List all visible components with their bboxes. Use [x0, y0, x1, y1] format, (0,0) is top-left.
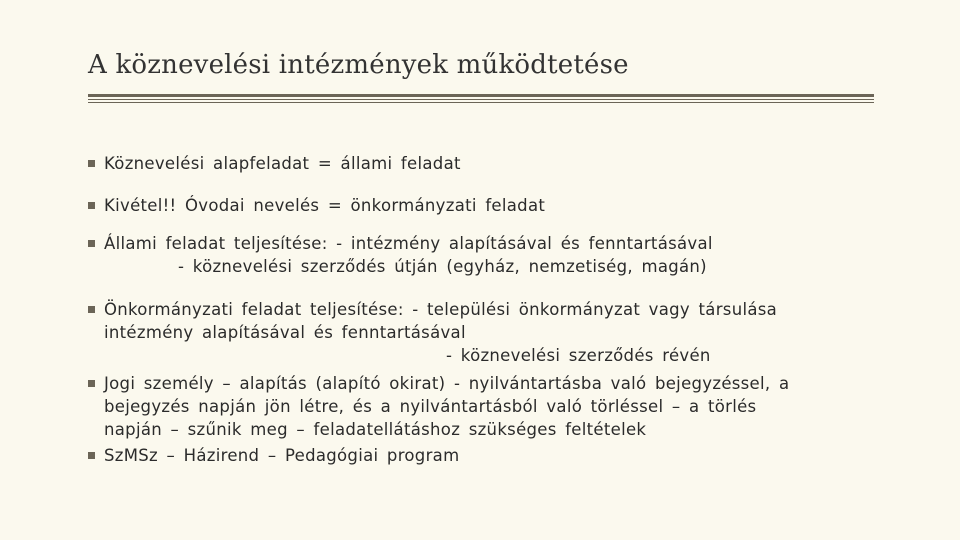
- bullet-line: Önkormányzati feladat teljesítése: - települési önkormányzat vagy társulása: [104, 300, 778, 319]
- bullet-line: Állami feladat teljesítése: - intézmény alapításával és fenntartásával: [104, 234, 713, 253]
- title-underline-thick: [88, 94, 874, 97]
- bullet-text: [104, 372, 789, 441]
- square-bullet-icon: [88, 160, 95, 167]
- bullet-text: [104, 444, 459, 467]
- bullet-text: [104, 232, 713, 278]
- square-bullet-icon: [88, 380, 95, 387]
- bullet-item: [88, 298, 777, 367]
- bullet-text: [104, 194, 545, 217]
- title-underline-thin: [88, 99, 874, 100]
- square-bullet-icon: [88, 452, 95, 459]
- bullet-line: Kivétel!! Óvodai nevelés = önkormányzati feladat: [104, 196, 546, 215]
- bullet-item: [88, 372, 789, 441]
- bullet-item: [88, 232, 713, 278]
- bullet-item: [88, 194, 545, 217]
- bullet-line: - köznevelési szerződés révén: [446, 346, 711, 365]
- bullet-text: [104, 152, 461, 175]
- bullet-line: napján – szűnik meg – feladatellátáshoz szükséges feltételek: [104, 420, 647, 439]
- bullet-line: Köznevelési alapfeladat = állami feladat: [104, 154, 461, 173]
- bullet-line: SzMSz – Házirend – Pedagógiai program: [104, 446, 460, 465]
- bullet-item: [88, 444, 459, 467]
- square-bullet-icon: [88, 202, 95, 209]
- square-bullet-icon: [88, 306, 95, 313]
- bullet-line: Jogi személy – alapítás (alapító okirat) - nyilvántartásba való bejegyzéssel, a: [104, 374, 790, 393]
- bullet-line: intézmény alapításával és fenntartásával: [104, 323, 466, 342]
- bullet-text: [104, 298, 777, 367]
- bullet-line: bejegyzés napján jön létre, és a nyilvántartásból való törléssel – a törlés: [104, 397, 757, 416]
- bullet-item: [88, 152, 461, 175]
- title-underline-thin-2: [88, 102, 874, 103]
- bullet-line: - köznevelési szerződés útján (egyház, nemzetiség, magán): [178, 257, 707, 276]
- slide-title: A köznevelési intézmények működtetése: [88, 50, 629, 80]
- square-bullet-icon: [88, 240, 95, 247]
